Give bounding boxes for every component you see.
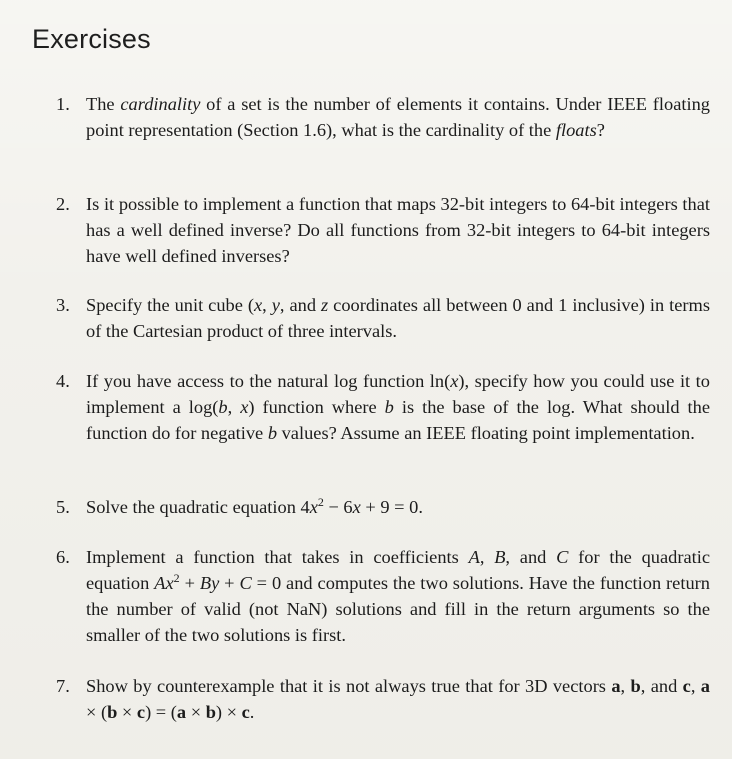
exercise-text: Solve the quadratic equation $4x^2 - 6x + 9 = 0$. bbox=[86, 494, 423, 517]
exercise-7 bbox=[56, 673, 710, 725]
exercise-3 bbox=[56, 292, 710, 344]
exercise-text: Show by counterexample that it is not always true that for 3D vectors a, b, and c, a × (b × c) = (a × b) × c. bbox=[86, 676, 710, 722]
section-heading: Exercises bbox=[32, 24, 151, 54]
exercise-number: 6. bbox=[56, 547, 70, 567]
exercise-text: If you have access to the natural log function ln(x), specify how you could use it to implement a log(b, x) function where b is the base of the log. What should the function do for negative b values? Assume an IEEE floating point implementation. bbox=[86, 371, 710, 443]
exercise-text: Specify the unit cube (x, y, and z coordinates all between 0 and 1 inclusive) in terms of the Cartesian product of three intervals. bbox=[86, 295, 710, 341]
exercise-number: 7. bbox=[56, 676, 70, 696]
exercise-number: 2. bbox=[56, 194, 70, 214]
exercise-number: 4. bbox=[56, 371, 70, 391]
exercise-text: Implement a function that takes in coefficients A, B, and C for the quadratic equation $Ax^2 + By + C = 0$ and computes the two solutions. Have the function return the number of valid (not NaN) solutions and fill in the return arguments so the smaller of the two solutions is first. bbox=[86, 547, 711, 645]
exercise-4 bbox=[56, 368, 710, 446]
exercise-2 bbox=[56, 191, 710, 269]
exercise-6 bbox=[56, 544, 710, 648]
exercise-number: 3. bbox=[56, 295, 70, 315]
exercise-5 bbox=[56, 494, 710, 520]
exercise-1 bbox=[56, 91, 710, 143]
exercise-text: Is it possible to implement a function that maps 32-bit integers to 64-bit integers that has a well defined inverse? Do all functions from 32-bit integers to 64-bit integers have well defined inverses? bbox=[86, 194, 710, 266]
exercise-number: 5. bbox=[56, 497, 70, 517]
exercise-number: 1. bbox=[56, 94, 70, 114]
exercise-text: The cardinality of a set is the number of elements it contains. Under IEEE floating point representation (Section 1.6), what is the cardinality of the floats? bbox=[86, 94, 710, 140]
